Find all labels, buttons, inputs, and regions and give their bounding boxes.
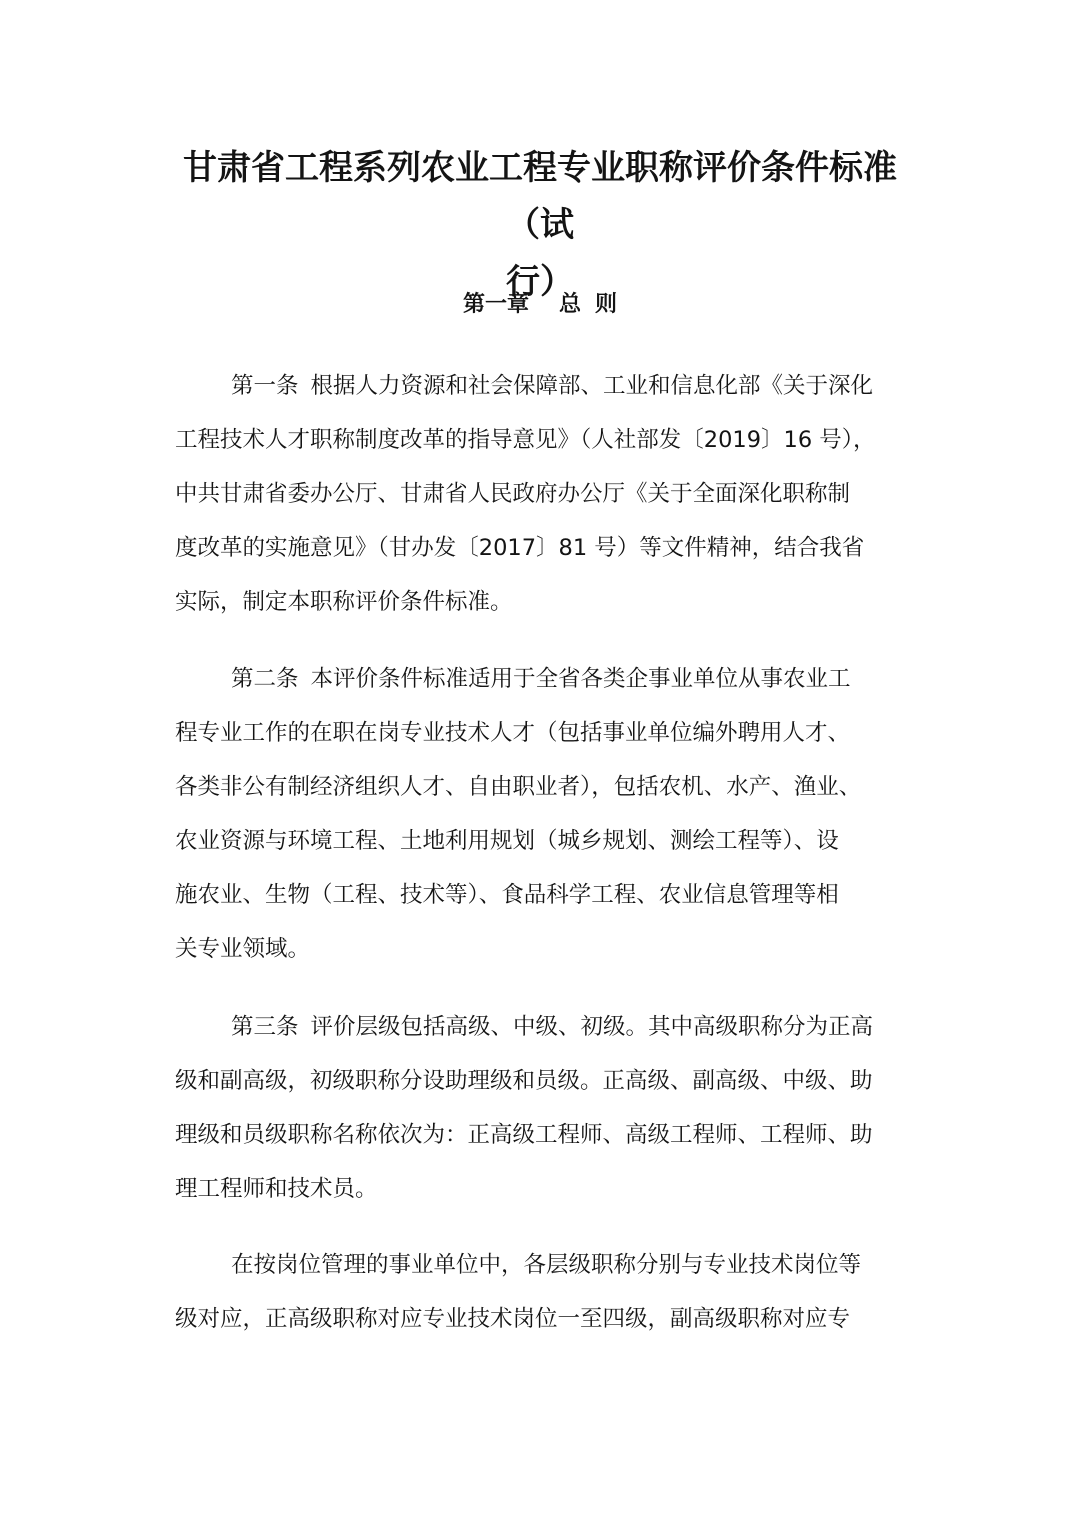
article-3-line-1	[175, 1000, 910, 1054]
article-3-label: 第三条	[231, 1014, 299, 1040]
article-2-line-5: 施农业、生物（工程、技术等）、食品科学工程、农业信息管理等相	[175, 882, 839, 908]
article-1	[175, 359, 910, 629]
article-2-line-6: 关专业领域。	[175, 936, 311, 962]
closing-line-2: 级对应，正高级职称对应专业技术岗位一至四级，副高级职称对应专	[175, 1306, 851, 1332]
closing-paragraph	[175, 1238, 910, 1346]
article-1-line-1	[175, 359, 910, 413]
title-line-1: 甘肃省工程系列农业工程专业职称评价条件标准（试	[183, 148, 897, 245]
article-1-label: 第一条	[231, 373, 299, 399]
title-line-2: 行）	[506, 262, 574, 302]
article-3-text-1: 评价层级包括高级、中级、初级。其中高级职称分为正高	[310, 1014, 874, 1040]
article-3-line-3: 理级和员级职称名称依次为：正高级工程师、高级工程师、工程师、助	[175, 1122, 873, 1148]
chapter-number: 第一章	[462, 292, 529, 317]
article-3-line-4: 理工程师和技术员。	[175, 1176, 378, 1202]
article-1-line-3: 中共甘肃省委办公厅、甘肃省人民政府办公厅《关于全面深化职称制	[175, 481, 851, 507]
article-1-text-1: 根据人力资源和社会保障部、工业和信息化部《关于深化	[310, 373, 874, 399]
article-2-line-4: 农业资源与环境工程、土地利用规划（城乡规划、测绘工程等）、设	[175, 828, 839, 854]
article-2-text-1: 本评价条件标准适用于全省各类企事业单位从事农业工	[310, 666, 851, 692]
article-2-line-3: 各类非公有制经济组织人才、自由职业者），包括农机、水产、渔业、	[175, 774, 862, 800]
article-2-line-1	[175, 652, 910, 706]
article-3	[175, 1000, 910, 1216]
article-1-line-4: 度改革的实施意见》（甘办发〔2017〕81 号）等文件精神，结合我省	[175, 535, 865, 561]
chapter-name-part2: 则	[595, 292, 618, 317]
chapter-heading	[0, 283, 1080, 327]
chapter-name-part1: 总	[558, 292, 581, 317]
article-1-line-2: 工程技术人才职称制度改革的指导意见》（人社部发〔2019〕16 号），	[175, 427, 876, 453]
article-1-line-5: 实际，制定本职称评价条件标准。	[175, 589, 513, 615]
article-3-line-2: 级和副高级，初级职称分设助理级和员级。正高级、副高级、中级、助	[175, 1068, 873, 1094]
article-2-label: 第二条	[231, 666, 299, 692]
article-2-line-2: 程专业工作的在职在岗专业技术人才（包括事业单位编外聘用人才、	[175, 720, 851, 746]
article-2	[175, 652, 910, 976]
closing-line-1: 在按岗位管理的事业单位中，各层级职称分别与专业技术岗位等	[231, 1252, 862, 1278]
